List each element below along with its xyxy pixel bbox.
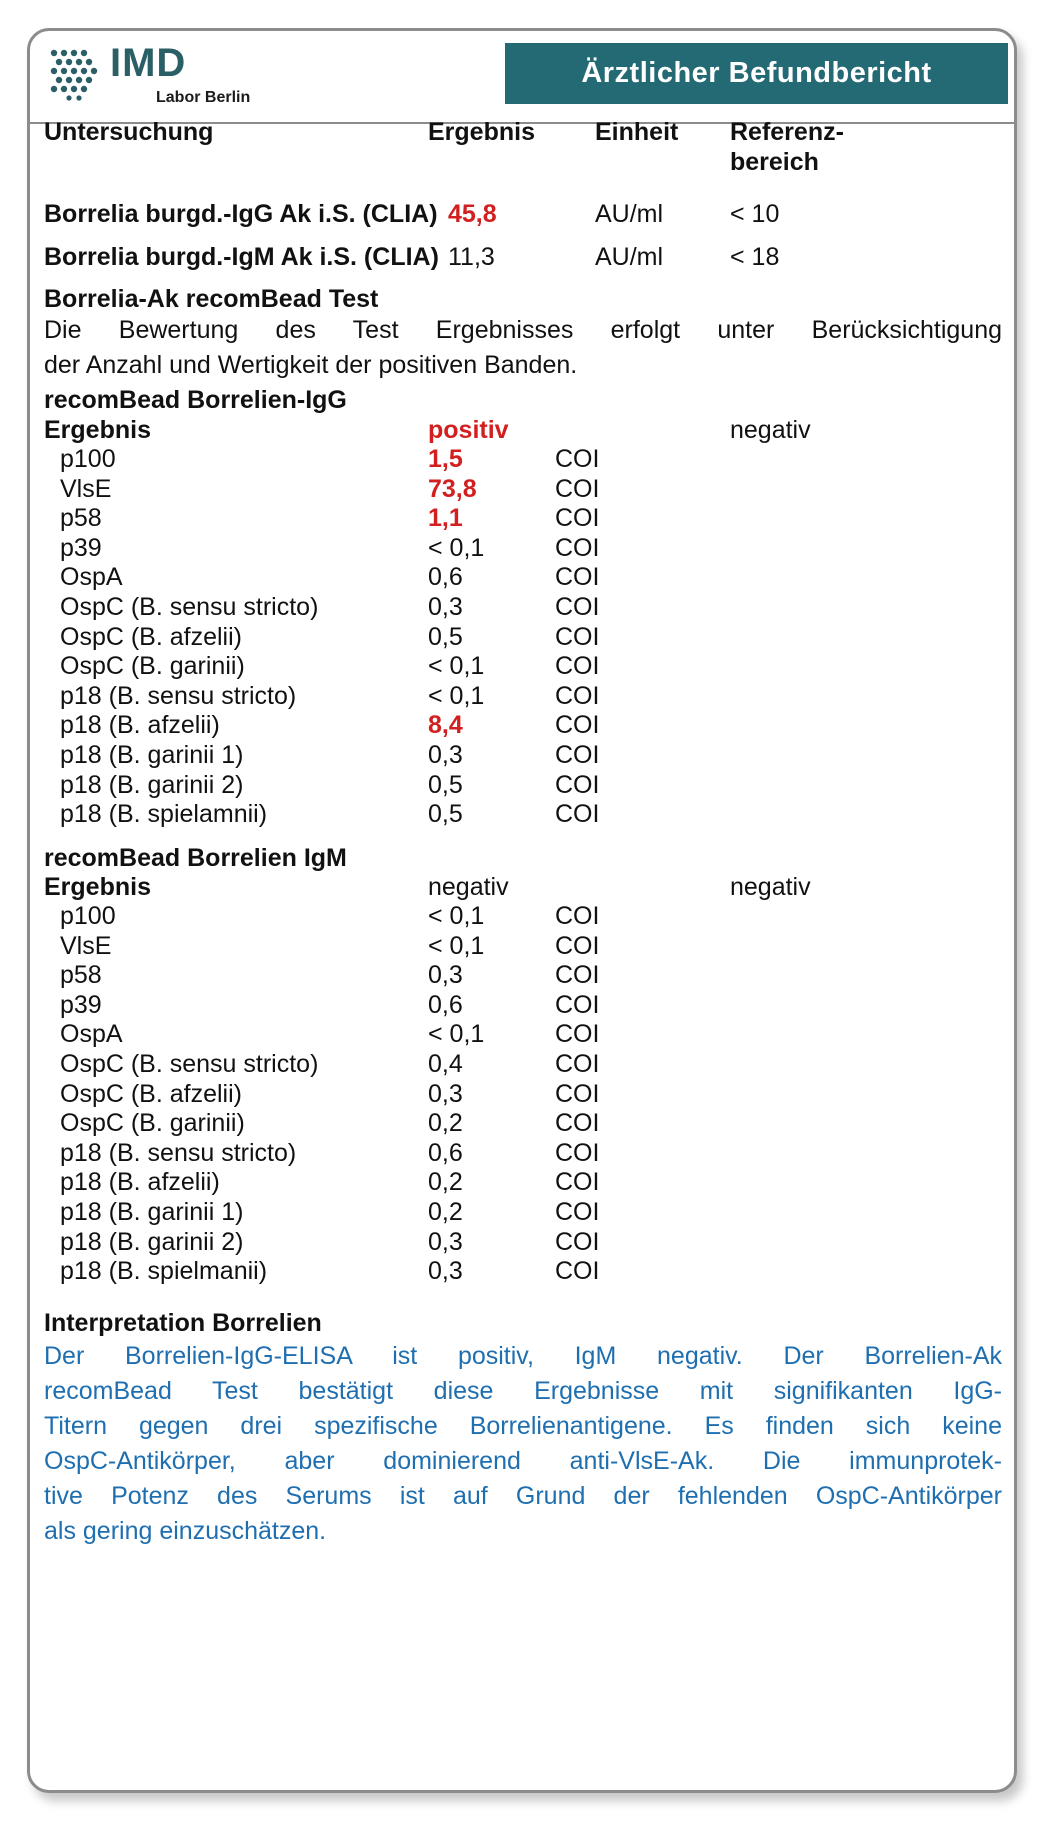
- band-name: p18 (B. garinii 2): [60, 1228, 244, 1256]
- band-value: < 0,1: [428, 652, 485, 680]
- band-unit: COI: [555, 682, 600, 710]
- band-name: OspC (B. afzelii): [60, 623, 242, 651]
- report-header: [30, 31, 1014, 123]
- band-name: p18 (B. spielmanii): [60, 1257, 268, 1285]
- report-title: Ärztlicher Befundbericht: [505, 43, 1008, 104]
- igg-section-title: recomBead Borrelien-IgG: [44, 386, 347, 414]
- band-name: p39: [60, 534, 102, 562]
- igm-result-reference: negativ: [730, 873, 811, 901]
- band-unit: COI: [555, 445, 600, 473]
- band-name: p18 (B. afzelii): [60, 1168, 220, 1196]
- band-value: 1,1: [428, 504, 463, 532]
- band-unit: COI: [555, 902, 600, 930]
- test-reference: < 18: [730, 243, 780, 271]
- interpretation-line: recomBead Test bestätigt diese Ergebnisse mit signifikanten IgG-: [44, 1377, 1002, 1405]
- band-value: 0,6: [428, 1139, 463, 1167]
- logo-name: IMD: [110, 41, 187, 85]
- column-header-referenz-1: Referenz-: [730, 118, 844, 146]
- test-unit: AU/ml: [595, 200, 664, 228]
- band-unit: COI: [555, 504, 600, 532]
- band-unit: COI: [555, 932, 600, 960]
- band-value: < 0,1: [428, 682, 485, 710]
- band-name: OspC (B. sensu stricto): [60, 1050, 319, 1078]
- igg-result-label: Ergebnis: [44, 416, 151, 444]
- band-value: 0,5: [428, 800, 463, 828]
- band-name: VlsE: [60, 475, 112, 503]
- band-name: OspC (B. afzelii): [60, 1080, 242, 1108]
- interpretation-title: Interpretation Borrelien: [44, 1309, 322, 1337]
- band-name: p100: [60, 902, 116, 930]
- band-value: 0,2: [428, 1198, 463, 1226]
- band-unit: COI: [555, 1020, 600, 1048]
- band-unit: COI: [555, 1109, 600, 1137]
- test-reference: < 10: [730, 200, 780, 228]
- igg-result-reference: negativ: [730, 416, 811, 444]
- band-value: 0,3: [428, 1228, 463, 1256]
- band-value: 0,2: [428, 1168, 463, 1196]
- band-value: 0,2: [428, 1109, 463, 1137]
- band-unit: COI: [555, 1080, 600, 1108]
- band-value: 0,5: [428, 771, 463, 799]
- band-unit: COI: [555, 563, 600, 591]
- dot-grid-icon: [48, 47, 102, 101]
- test-name: Borrelia burgd.-IgG Ak i.S. (CLIA): [44, 200, 438, 228]
- band-value: 0,6: [428, 563, 463, 591]
- interpretation-line: Der Borrelien-IgG-ELISA ist positiv, IgM negativ. Der Borrelien-Ak: [44, 1342, 1002, 1370]
- band-name: p18 (B. spielamnii): [60, 800, 268, 828]
- band-unit: COI: [555, 741, 600, 769]
- column-header-ergebnis: Ergebnis: [428, 118, 535, 146]
- interpretation-text: [44, 1339, 1002, 1549]
- band-unit: COI: [555, 961, 600, 989]
- band-name: OspC (B. garinii): [60, 652, 245, 680]
- band-unit: COI: [555, 623, 600, 651]
- description-line: der Anzahl und Wertigkeit der positiven Banden.: [44, 351, 578, 379]
- band-name: p18 (B. sensu stricto): [60, 1139, 297, 1167]
- band-unit: COI: [555, 534, 600, 562]
- band-name: p58: [60, 504, 102, 532]
- band-name: OspA: [60, 1020, 123, 1048]
- band-value: 0,3: [428, 741, 463, 769]
- description-line: Die Bewertung des Test Ergebnisses erfolgt unter Berücksichtigung: [44, 316, 1002, 344]
- band-name: p18 (B. afzelii): [60, 711, 220, 739]
- band-value: < 0,1: [428, 902, 485, 930]
- band-unit: COI: [555, 475, 600, 503]
- test-value: 11,3: [448, 243, 495, 271]
- band-value: 0,4: [428, 1050, 463, 1078]
- test-unit: AU/ml: [595, 243, 664, 271]
- interpretation-line: Titern gegen drei spezifische Borrelienantigene. Es finden sich keine: [44, 1412, 1002, 1440]
- band-name: p18 (B. garinii 2): [60, 771, 244, 799]
- band-unit: COI: [555, 652, 600, 680]
- band-name: p18 (B. sensu stricto): [60, 682, 297, 710]
- band-value: 73,8: [428, 475, 477, 503]
- igm-result-label: Ergebnis: [44, 873, 151, 901]
- igm-result-value: negativ: [428, 873, 509, 901]
- band-name: p58: [60, 961, 102, 989]
- band-unit: COI: [555, 1168, 600, 1196]
- band-value: 0,3: [428, 961, 463, 989]
- band-unit: COI: [555, 1228, 600, 1256]
- band-name: OspC (B. sensu stricto): [60, 593, 319, 621]
- recombead-title: Borrelia-Ak recomBead Test: [44, 285, 379, 313]
- interpretation-line: als gering einzuschätzen.: [44, 1517, 327, 1545]
- imd-logo: [48, 43, 278, 113]
- band-value: 0,6: [428, 991, 463, 1019]
- band-value: 1,5: [428, 445, 463, 473]
- igm-section-title: recomBead Borrelien IgM: [44, 844, 347, 872]
- band-unit: COI: [555, 711, 600, 739]
- band-name: OspC (B. garinii): [60, 1109, 245, 1137]
- band-value: 0,3: [428, 1080, 463, 1108]
- column-header-untersuchung: Untersuchung: [44, 118, 214, 146]
- interpretation-line: tive Potenz des Serums ist auf Grund der fehlenden OspC-Antikörper: [44, 1482, 1002, 1510]
- band-unit: COI: [555, 1198, 600, 1226]
- band-name: p100: [60, 445, 116, 473]
- band-value: 0,5: [428, 623, 463, 651]
- band-unit: COI: [555, 991, 600, 1019]
- igg-result-value: positiv: [428, 416, 509, 444]
- column-header-einheit: Einheit: [595, 118, 679, 146]
- test-name: Borrelia burgd.-IgM Ak i.S. (CLIA): [44, 243, 439, 271]
- band-name: p39: [60, 991, 102, 1019]
- band-value: 0,3: [428, 1257, 463, 1285]
- band-unit: COI: [555, 1257, 600, 1285]
- band-unit: COI: [555, 1050, 600, 1078]
- report-card: [27, 28, 1017, 1793]
- recombead-description: [44, 313, 1002, 383]
- test-value: 45,8: [448, 200, 497, 228]
- band-unit: COI: [555, 1139, 600, 1167]
- band-value: 0,3: [428, 593, 463, 621]
- band-name: p18 (B. garinii 1): [60, 741, 244, 769]
- band-value: < 0,1: [428, 1020, 485, 1048]
- band-name: OspA: [60, 563, 123, 591]
- band-value: < 0,1: [428, 534, 485, 562]
- interpretation-line: OspC-Antikörper, aber dominierend anti-VlsE-Ak. Die immunprotek-: [44, 1447, 1002, 1475]
- band-unit: COI: [555, 800, 600, 828]
- band-name: p18 (B. garinii 1): [60, 1198, 244, 1226]
- column-header-referenz-2: bereich: [730, 148, 819, 176]
- logo-subtitle: Labor Berlin: [156, 89, 251, 106]
- band-unit: COI: [555, 593, 600, 621]
- band-name: VlsE: [60, 932, 112, 960]
- band-unit: COI: [555, 771, 600, 799]
- band-value: 8,4: [428, 711, 463, 739]
- band-value: < 0,1: [428, 932, 485, 960]
